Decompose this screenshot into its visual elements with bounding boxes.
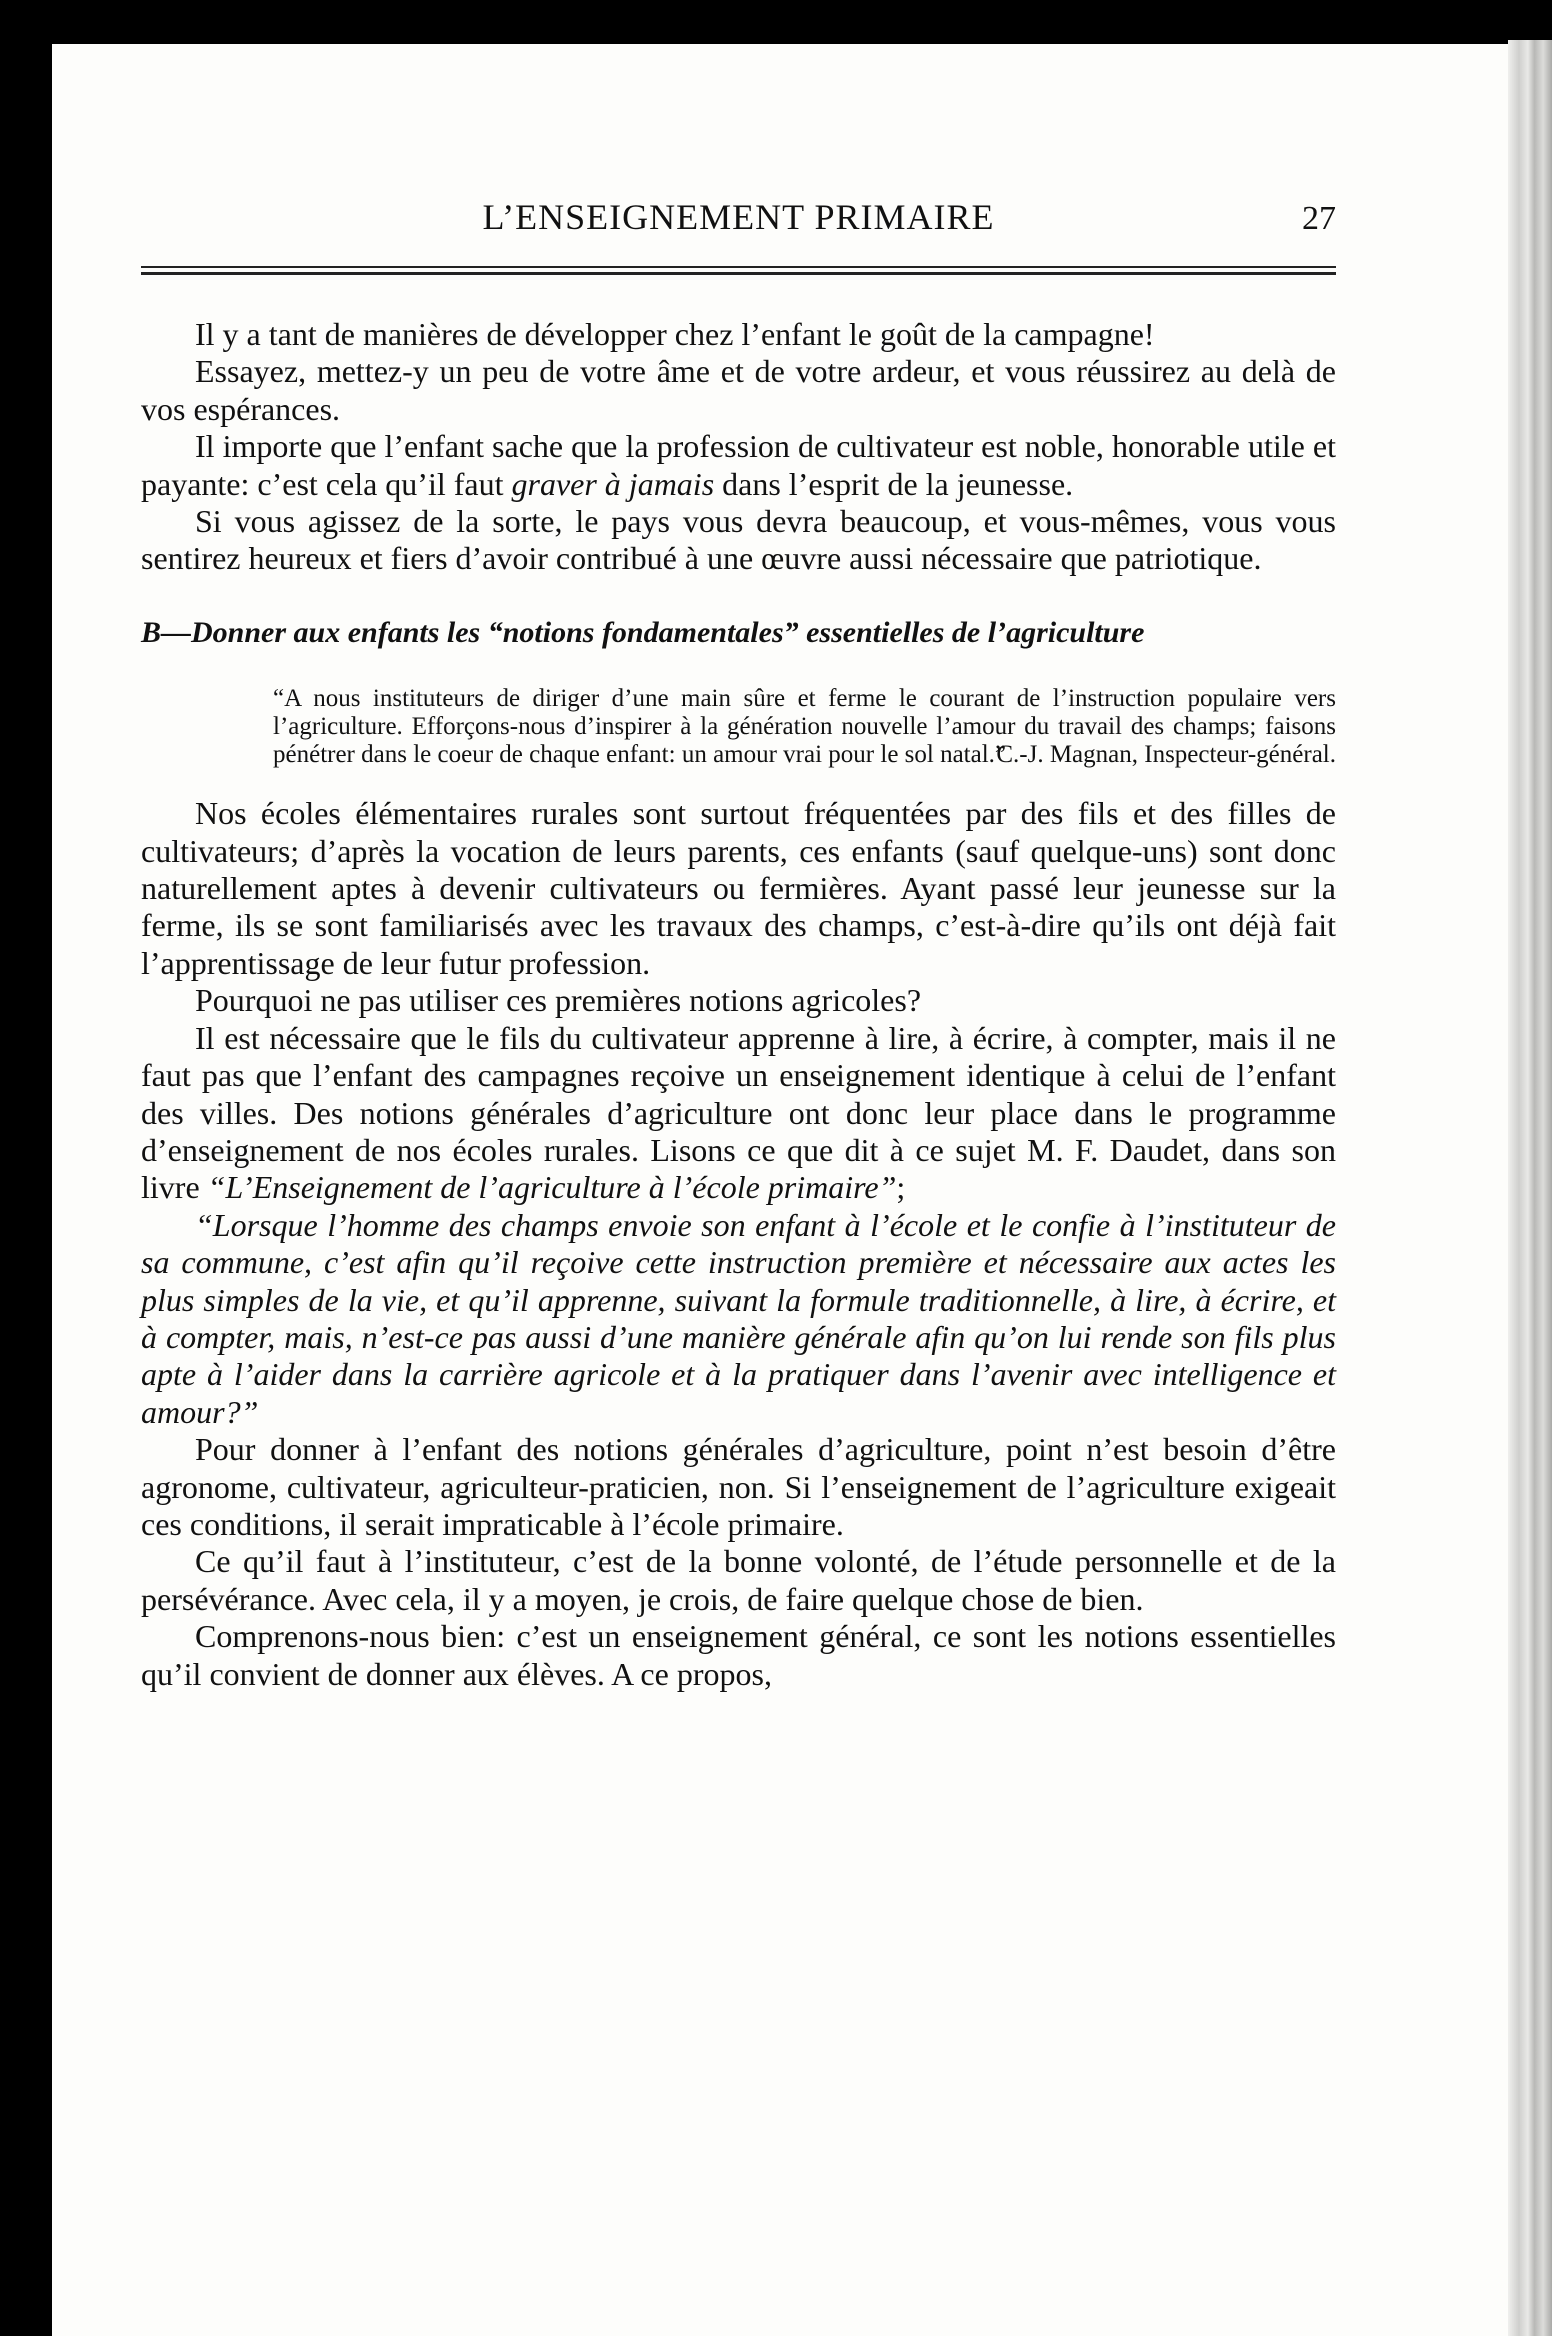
paragraph: Si vous agissez de la sorte, le pays vous devra beaucoup, et vous-mêmes, vous vous sentirez heureux et fiers d’avoir contribué à une œuvre aussi nécessaire que patriotique.: [141, 503, 1336, 577]
page-number: 27: [1302, 200, 1336, 237]
paragraph-text: ;: [896, 1169, 906, 1206]
paragraph-text: Il importe que l’enfant sache que la profession de cultivateur est noble, honorable utile et payante: c’est cela qu’il faut: [141, 428, 1336, 502]
paragraph: [141, 428, 1336, 503]
book-title: “L’Enseignement de l’agriculture à l’école primaire”: [207, 1169, 897, 1206]
block-quote: “Lorsque l’homme des champs envoie son enfant à l’école et le confie à l’instituteur de sa commune, c’est afin qu’il reçoive cette instruction première et nécessaire aux actes les plus simples de la vie, et qu’il apprenne, suivant la formule traditionnelle, à lire, à écrire, et à compter, mais, n’est-ce pas aussi d’une manière générale afin qu’on lui rende son fils plus apte à l’aider dans la carrière agricole et à la pratiquer dans l’avenir avec intelligence et amour?”: [141, 1206, 1336, 1430]
paragraph: Pourquoi ne pas utiliser ces premières notions agricoles?: [195, 982, 922, 1019]
paragraph: Essayez, mettez-y un peu de votre âme et de votre ardeur, et vous réussirez au delà de vos espérances.: [141, 353, 1336, 427]
running-title: L’ENSEIGNEMENT PRIMAIRE: [482, 197, 995, 237]
paragraph: Ce qu’il faut à l’instituteur, c’est de la bonne volonté, de l’étude personnelle et de la persévérance. Avec cela, il y a moyen, je crois, de faire quelque chose de bien.: [141, 1543, 1336, 1617]
emphasis-text: graver à jamais: [511, 465, 715, 502]
page-body: [141, 316, 1336, 1693]
epigraph: [273, 685, 1336, 769]
paragraph: Il y a tant de manières de développer chez l’enfant le goût de la campagne!: [195, 316, 1155, 352]
epigraph-text: “A nous instituteurs de diriger d’une main sûre et ferme le courant de l’instruction populaire vers l’agriculture. Efforçons-nous d’inspirer à la génération nouvelle l’amour du travail des champs; faisons pénétrer dans le coeur de chaque enfant: un amour vrai pour le sol natal.”: [273, 685, 1336, 769]
paragraph: Nos écoles élémentaires rurales sont surtout fréquentées par des fils et des filles de cultivateurs; d’après la vocation de leurs parents, ces enfants (sauf quelque-uns) sont donc naturellement aptes à devenir cultivateurs ou fermières. Ayant passé leur jeunesse sur la ferme, ils se sont familiarisés avec les travaux des champs, c’est-à-dire qu’ils ont déjà fait l’apprentissage de leur futur profession.: [141, 795, 1336, 981]
paragraph: Comprenons-nous bien: c’est un enseignement général, ce sont les notions essentielles qu’il convient de donner aux élèves. A ce propos,: [141, 1618, 1336, 1692]
page-header: [141, 190, 1336, 250]
book-spine-edge: [1508, 40, 1552, 2336]
epigraph-signature: C.-J. Magnan, Inspecteur-général.: [996, 741, 1336, 769]
paragraph: Pour donner à l’enfant des notions générales d’agriculture, point n’est besoin d’être agronome, cultivateur, agriculteur-praticien, non. Si l’enseignement de l’agriculture exigeait ces conditions, il serait impraticable à l’école primaire.: [141, 1431, 1336, 1542]
section-heading: B—Donner aux enfants les “notions fondamentales” essentielles de l’agriculture: [141, 615, 1145, 649]
paragraph: [141, 1020, 1336, 1207]
header-rule: [141, 266, 1336, 275]
paragraph-text: dans l’esprit de la jeunesse.: [714, 465, 1074, 502]
paragraph-text: Il est nécessaire que le fils du cultivateur apprenne à lire, à écrire, à compter, mais il ne faut pas que l’enfant des campagnes reçoive un enseignement identique à celui de l’enfant des villes. Des notions générales d’agriculture ont donc leur place dans le programme d’enseignement de nos écoles rurales. Lisons ce que dit à ce sujet M. F. Daudet, dans son livre: [141, 1019, 1336, 1206]
